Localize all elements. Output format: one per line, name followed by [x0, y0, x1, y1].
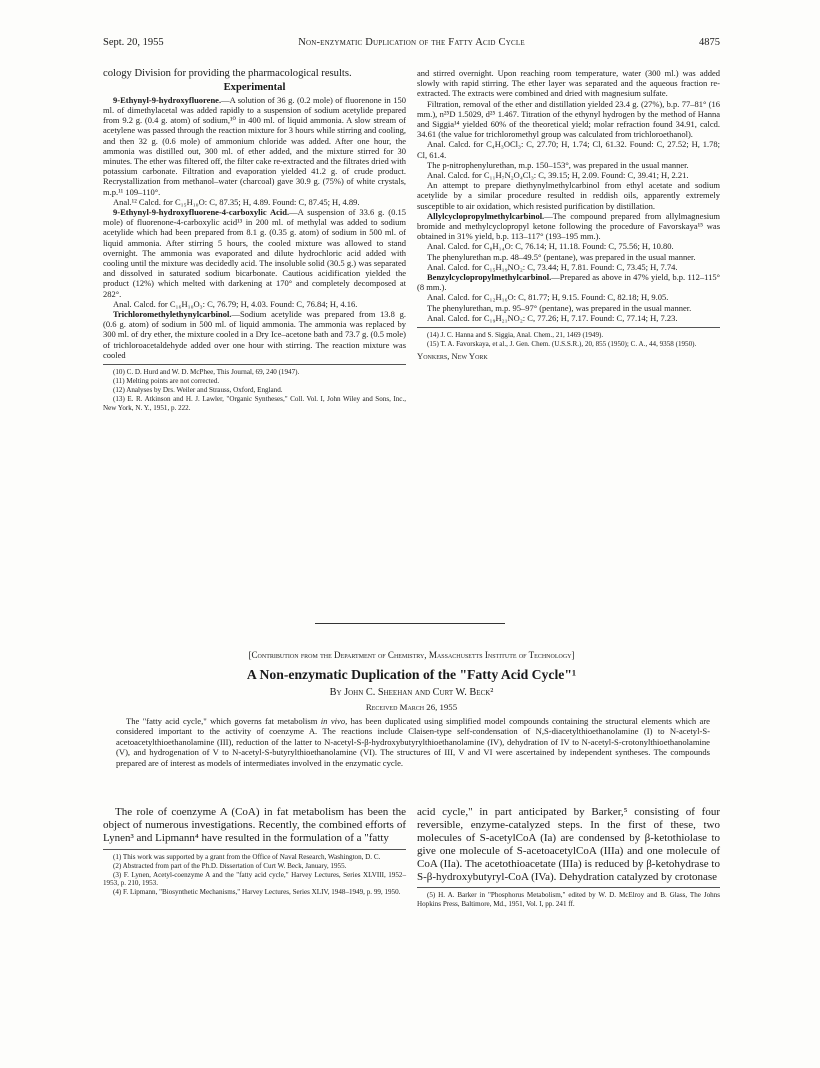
left-column: [103, 68, 406, 413]
paragraph: The phenylurethan, m.p. 95–97° (pentane), was prepared in the usual manner.: [427, 302, 692, 313]
analysis-line: Anal. Calcd. for C₈H₁₄O: C, 76.14; H, 11.18. Found: C, 75.56; H, 10.80.: [427, 241, 674, 252]
article-body-left: [103, 806, 406, 897]
compound-heading: Benzylcyclopropylmethylcarbinol.: [427, 272, 552, 283]
analysis-line: Anal. Calcd. for C₁₂H₁₆O: C, 81.77; H, 9.15. Found: C, 82.18; H, 9.05.: [427, 292, 669, 303]
paragraph-body: —A solution of 36 g. (0.2 mole) of fluorenone in 150 ml. of dimethylacetal was added rapidly to a suspension of sodium acetylide prepared from 9.2 g. (0.4 g. atom) of sodium,¹⁰ in 400 ml. of liquid ammonia. A slow stream of acetylene was passed through the reaction mixture for 3 hours while stirring and cooling, and then 32 g. (0.6 mole) of ammonium chloride was added. After one hour, the ammonia was distilled out, 300 ml. of ether added, and the mixture stirred for 30 minutes. The ether was filtered off, the filter cake re-extracted and the filtrates dried with potassium carbonate. Filtration and evaporation yielded 41.2 g. of crude product. Recrystallization from methanol–water (charcoal) gave 30.9 g. (75%) of white crystals, m.p.¹¹ 109–110°.: [103, 94, 406, 197]
footnote: (11) Melting points are not corrected.: [113, 376, 220, 385]
compound-heading: Allylcyclopropylmethylcarbinol.: [427, 210, 545, 221]
footnote: (3) F. Lynen, Acetyl-coenzyme A and the "fatty acid cycle," Harvey Lectures, Series XLVIII, 1952–1953, p. 210, 1953.: [103, 870, 406, 888]
paragraph-body: —Sodium acetylide was prepared from 13.8 g. (0.6 g. atom) of sodium in 500 ml. of liquid ammonia. The ammonia was replaced by 300 ml. of dry ether, the mixture cooled in a Dry Ice–acetone bath and 73.7 g. (0.5 mole) of trichloroacetaldehyde added over one hour with stirring. The reaction mixture was cooled: [103, 309, 406, 360]
analysis-line: Anal. Calcd. for C₁₁H₇N₂O₄Cl₃: C, 39.15; H, 2.09. Found: C, 39.41; H, 2.21.: [427, 170, 689, 181]
paragraph: and stirred overnight. Upon reaching room temperature, water (300 ml.) was added slowly with rapid stirring. The ether layer was separated and the aqueous fraction re-extracted. The extracts were combined and dried with magnesium sulfate.: [417, 68, 720, 99]
compound-heading: Trichloromethylethynylcarbinol.: [113, 309, 232, 320]
paragraph: [103, 207, 406, 299]
section-heading: Experimental: [223, 81, 286, 93]
abstract-text: The "fatty acid cycle," which governs fat metabolism: [126, 716, 321, 726]
abstract: [116, 716, 710, 768]
paragraph-body: —The compound prepared from allylmagnesium bromide and methylcyclopropyl ketone following the procedure of Favorskaya¹⁵ was obtained in 31% yield, b.p. 113–117° (193–195 mm.).: [417, 210, 720, 242]
received-date: Received March 26, 1955: [365, 702, 458, 712]
location-line: Yonkers, New York: [417, 350, 488, 361]
right-column: [417, 68, 720, 361]
abstract-italic: in vivo: [320, 716, 346, 726]
article-body-right: [417, 806, 720, 909]
footnote: (4) F. Lipmann, "Biosynthetic Mechanisms," Harvey Lectures, Series XLIV, 1948–1949, p. 99, 1950.: [113, 888, 401, 897]
analysis-line: Anal. Calcd. for C₁₅H₁₉NO₂: C, 73.44; H, 7.81. Found: C, 73.45; H, 7.74.: [427, 261, 678, 272]
paragraph: [103, 309, 406, 360]
header-date: Sept. 20, 1955: [103, 37, 164, 48]
paragraph: The p-nitrophenylurethan, m.p. 150–153°, was prepared in the usual manner.: [427, 159, 689, 170]
paragraph: The phenylurethan m.p. 48–49.5° (pentane), was prepared in the usual manner.: [427, 251, 696, 262]
continuation-text: cology Division for providing the pharmacological results.: [103, 68, 352, 79]
abstract-text: , has been duplicated using simplified model compounds containing the structural elements which are considered important to the activity of coenzyme A. The reactions include Claisen-type self-condensation of N,S-diacetylthioethanolamine (I) to N-acetyl-S-acetoacetylthioethanolamine (III), reduction of the latter to N-acetyl-S-β-hydroxybutyrylthioethanolamine (IV), dehydration of IV to N-acetyl-S-crotonylthioethanolamine (V), and hydrogenation of V to N-acetyl-S-butyrylthioethanolamine (VI). The structures of III, V and VI were ascertained by independent syntheses. The compounds prepared are of interest as models of intermediates involved in the enzymatic cycle.: [116, 716, 710, 768]
paragraph: Filtration, removal of the ether and distillation yielded 23.4 g. (27%), b.p. 77–81° (16 mm.), n²⁵D 1.5029, d²⁵ 1.467. Titration of the ethynyl hydrogen by the method of Hanna and Siggia¹⁴ yielded 60% of the theoretical yield; molar refraction found 34.91, calcd. 34.61 (the value for trichloromethyl group was calculated from trichloroethanol).: [417, 98, 720, 140]
analysis-line: Anal. Calcd. for C₄H₃OCl₃: C, 27.70; H, 1.74; Cl, 61.32. Found: C, 27.52; H, 1.78; Cl, 61.4.: [417, 139, 720, 160]
footnote: (10) C. D. Hurd and W. D. McPhee, This Journal, 69, 240 (1947).: [113, 368, 300, 377]
running-title: Non-enzymatic Duplication of the Fatty Acid Cycle: [298, 37, 525, 48]
compound-heading: 9-Ethynyl-9-hydroxyfluorene.: [113, 94, 222, 105]
footnote: (1) This work was supported by a grant from the Office of Naval Research, Washington, D. C.: [113, 852, 381, 861]
body-paragraph: The role of coenzyme A (CoA) in fat metabolism has been the object of numerous investigations. Recently, the combined efforts of Lynen³ and Lipmann⁴ have resulted in the formulation of a "fatty: [103, 806, 406, 844]
page-header: [103, 37, 720, 53]
footnote-rule: [103, 364, 406, 365]
paragraph: [417, 211, 720, 242]
footnote: (15) T. A. Favorskaya, et al., J. Gen. Chem. (U.S.S.R.), 20, 855 (1950); C. A., 44, 9358 (1950).: [427, 339, 697, 348]
article-separator: [315, 623, 505, 624]
body-paragraph: acid cycle," in part anticipated by Barker,⁵ consisting of four reversible, enzyme-catalyzed steps. In the first of these, two molecules of S-acetylCoA (Ia) are condensed by β-ketothiolase to give one molecule of S-acetoacetylCoA (IIIa) and one molecule of CoA (IIa). The acetothioacetate (IIIa) is reduced by β-ketohydrase to S-β-hydroxybutyryl-CoA (IVa). Dehydration catalyzed by crotonase: [417, 806, 720, 883]
footnote: (2) Abstracted from part of the Ph.D. Dissertation of Curt W. Beck, January, 1955.: [113, 861, 347, 870]
compound-heading: 9-Ethynyl-9-hydroxyfluorene-4-carboxylic Acid.: [113, 207, 290, 218]
footnote-rule: [103, 849, 406, 850]
analysis-line: Anal. Calcd. for C₁₉H₂₁NO₂: C, 77.26; H, 7.17. Found: C, 77.14; H, 7.23.: [427, 312, 678, 323]
paragraph-body: —A suspension of 33.6 g. (0.15 mole) of fluorenone-4-carboxylic acid¹³ in 200 ml. of methylal was added to sodium acetylide which had been prepared from 8.1 g. (0.35 g. atom) of sodium in 500 ml. of liquid ammonia. After stirring 5 hours, the cooled mixture was allowed to stand overnight. The ammonia was evaporated and dilute hydrochloric acid added with cooling until the mixture was decidedly acid. The insoluble solid (30.5 g.) was separated and dissolved in saturated sodium bicarbonate. Cautious acidification yielded the product (12%) which melted with darkening at 170° and completely decomposed at 282°.: [103, 207, 407, 299]
author-byline: By John C. Sheehan and Curt W. Beck²: [329, 687, 494, 698]
paragraph: [417, 272, 720, 292]
analysis-line: Anal.¹² Calcd. for C₁₅H₁₀O: C, 87.35; H, 4.89. Found: C, 87.45; H, 4.89.: [113, 196, 360, 207]
paragraph: [103, 95, 406, 197]
paragraph: An attempt to prepare diethynylmethylcarbinol from ethyl acetate and sodium acetylide by a similar procedure resulted in reddish oils, apparently extremely susceptible to air oxidation, which resisted purification by distillation.: [417, 180, 720, 211]
paragraph-body: —Prepared as above in 47% yield, b.p. 112–115° (8 mm.).: [417, 272, 720, 293]
article-title: A Non-enzymatic Duplication of the "Fatty Acid Cycle"¹: [246, 667, 577, 682]
contribution-line: [Contribution from the Department of Chemistry, Massachusetts Institute of Technology]: [248, 650, 575, 660]
page-number: 4875: [699, 37, 720, 48]
footnote: (5) H. A. Barker in "Phosphorus Metabolism," edited by W. D. McElroy and B. Glass, The Johns Hopkins Press, Baltimore, Md., 1951, Vol. I, pp. 241 ff.: [417, 891, 720, 909]
analysis-line: Anal. Calcd. for C₁₆H₁₀O₃: C, 76.79; H, 4.03. Found: C, 76.84; H, 4.16.: [113, 298, 358, 309]
footnote: (14) J. C. Hanna and S. Siggia, Anal. Chem., 21, 1469 (1949).: [427, 331, 604, 340]
footnote-rule: [417, 327, 720, 328]
footnote-rule: [417, 887, 720, 888]
footnote: (12) Analyses by Drs. Weiler and Strauss, Oxford, England.: [113, 385, 283, 394]
footnote: (13) E. R. Atkinson and H. J. Lawler, "Organic Syntheses," Coll. Vol. I, John Wiley and Sons, Inc., New York, N. Y., 1951, p. 222.: [103, 394, 406, 412]
